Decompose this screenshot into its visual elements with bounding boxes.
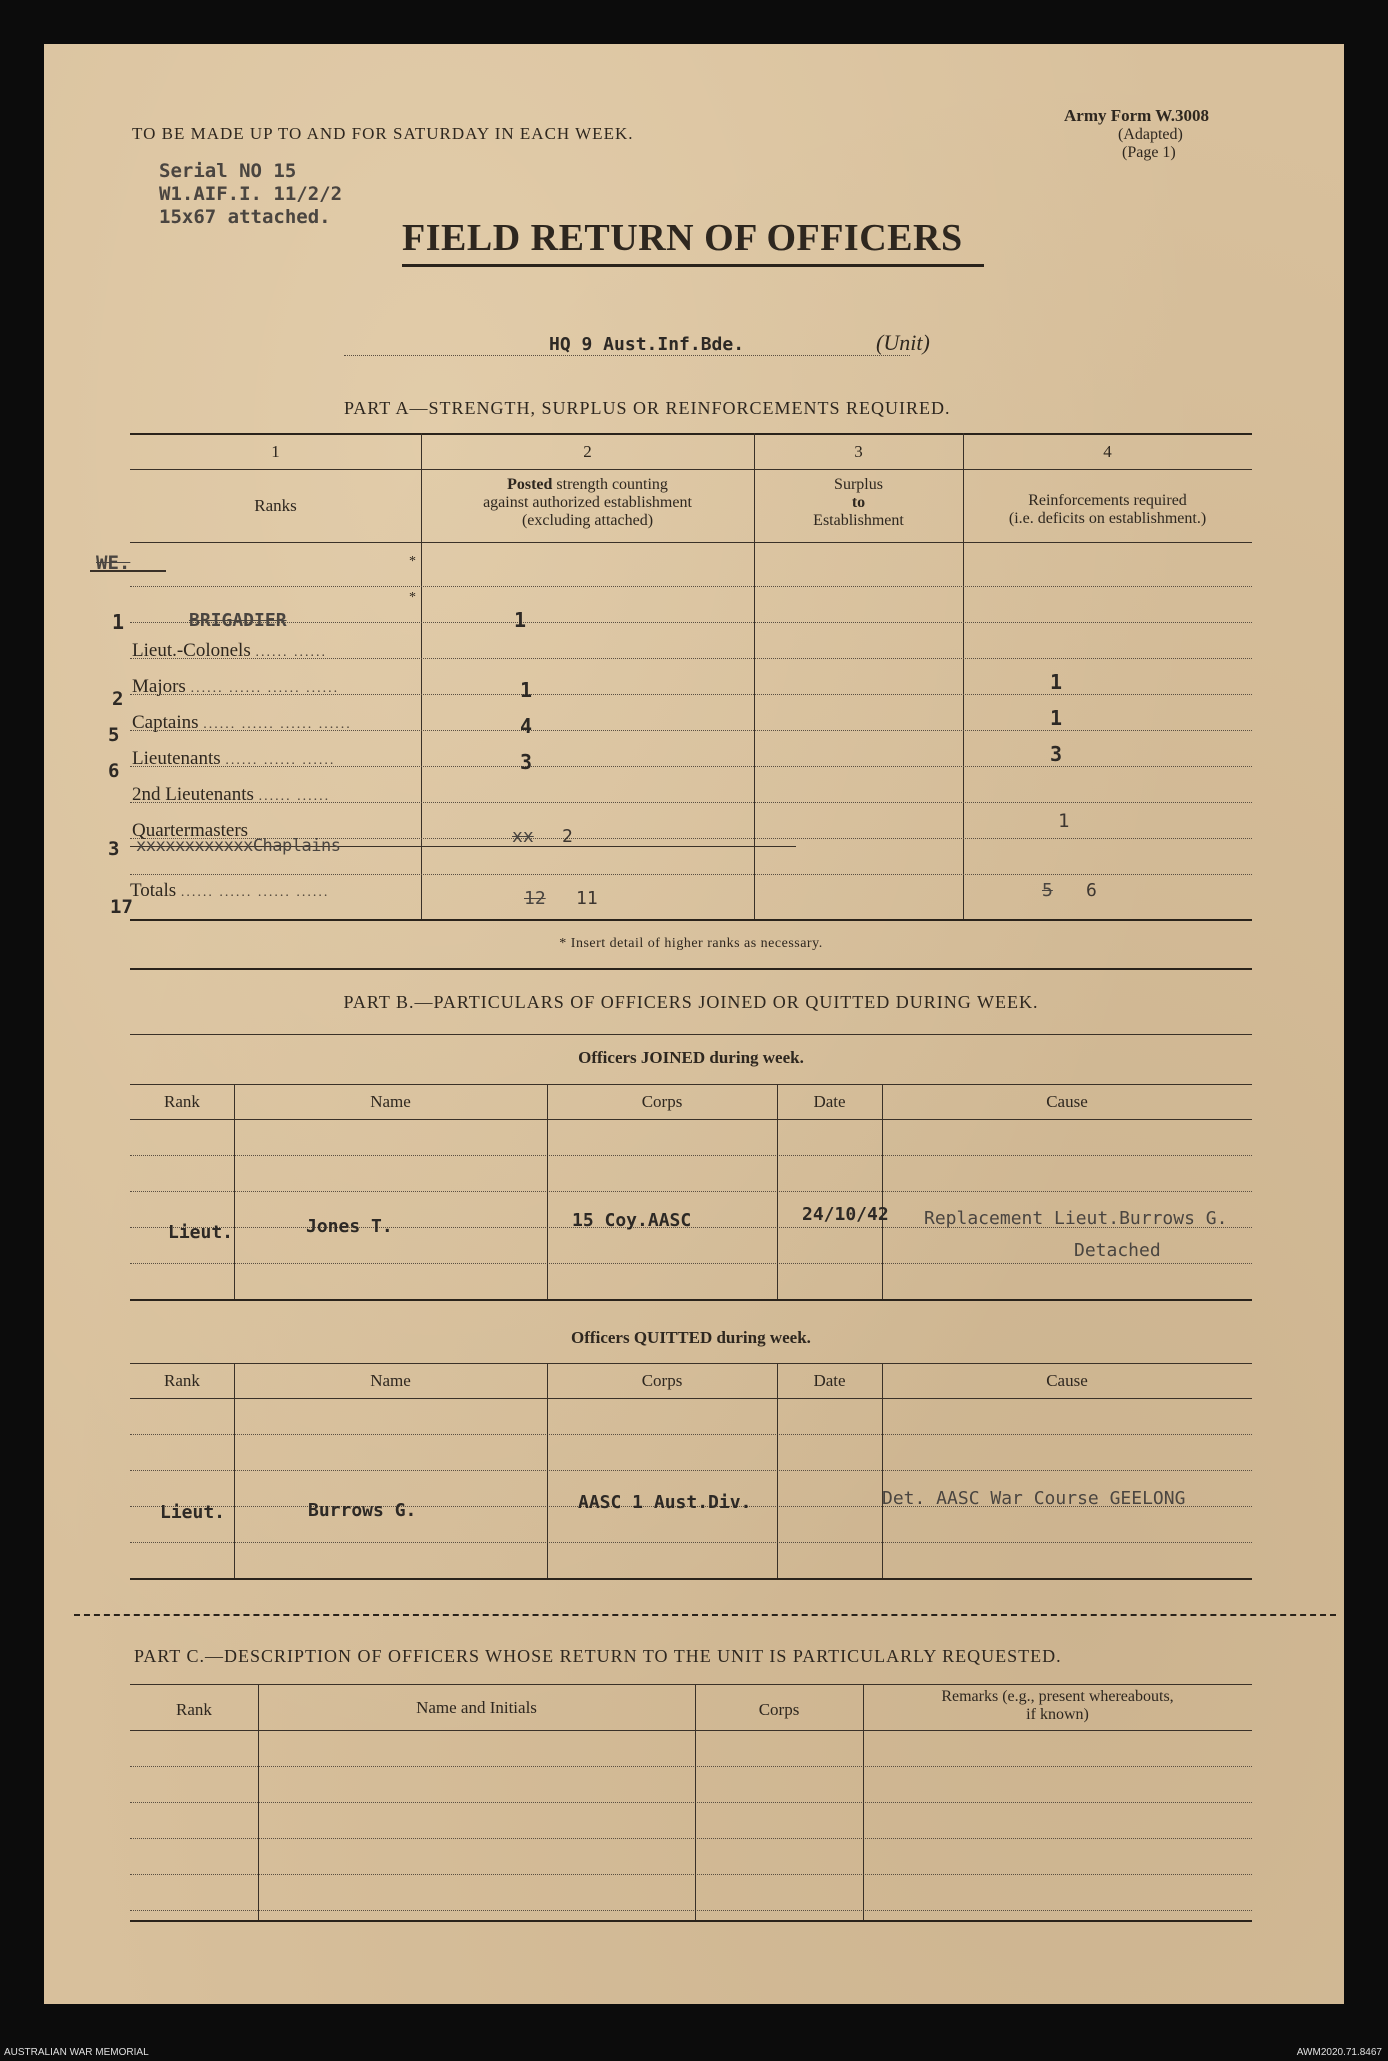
quartermasters-reinforcements: 1 (1058, 810, 1070, 832)
rank-label: Majors (132, 676, 186, 697)
part-b-top-rule (130, 1034, 1252, 1035)
quitted-header-date: Date (813, 1371, 846, 1390)
asterisk-2: * (409, 590, 416, 605)
joined-vline-2 (547, 1084, 548, 1299)
posted-header-bold: Posted (507, 476, 553, 493)
majors-reinforcements: 1 (1050, 670, 1063, 694)
quitted-header-rank: Rank (164, 1371, 200, 1390)
captains-reinforcements: 1 (1050, 706, 1063, 730)
part-c-vline-1 (258, 1684, 259, 1920)
row-rule-9 (130, 874, 1252, 875)
footer-left-caption: AUSTRALIAN WAR MEMORIAL (4, 2047, 149, 2058)
posted-header-line-2: against authorized establishment (483, 494, 692, 511)
asterisk-1: * (409, 554, 416, 569)
part-c-row-rule-1 (130, 1766, 1252, 1767)
quitted-corps: AASC 1 Aust.Div. (578, 1492, 752, 1513)
part-c-header-corps: Corps (758, 1700, 800, 1719)
part-b-heading: PART B.—PARTICULARS OF OFFICERS JOINED OR QUITTED DURING WEEK. (343, 992, 1039, 1012)
leader-dots: ...... ...... (255, 645, 327, 660)
totals-margin-count: 17 (110, 896, 133, 918)
chaplains-posted-struck: xx (512, 826, 534, 847)
rank-label: Captains (132, 712, 199, 733)
lieutenants-reinforcements: 3 (1050, 742, 1063, 766)
totals-label: Totals (130, 880, 177, 901)
quitted-title: Officers QUITTED during week. (571, 1328, 811, 1347)
joined-corps: 15 Coy.AASC (572, 1210, 692, 1231)
leader-dots: ...... ...... ...... ...... (180, 885, 330, 900)
rank-row-lieut-colonels (132, 640, 327, 662)
lieutenants-posted: 3 (520, 750, 533, 774)
joined-vline-4 (882, 1084, 883, 1299)
joined-date: 24/10/42 (802, 1204, 889, 1225)
army-form-number: Army Form W.3008 (1064, 106, 1209, 125)
tear-line (74, 1614, 1336, 1616)
form-sheet (44, 44, 1344, 2004)
posted-header (421, 476, 754, 530)
rank-row-captains (132, 712, 352, 734)
lieutenants-margin-count: 6 (108, 760, 120, 782)
ranks-header: Ranks (254, 496, 297, 515)
quitted-table-bottom-rule (130, 1578, 1252, 1580)
unit-dotted-line (344, 355, 910, 356)
rank-row-2nd-lieutenants (132, 784, 330, 806)
brigadier-margin-count: 1 (112, 610, 125, 634)
joined-table-bottom-rule (130, 1299, 1252, 1301)
we-underline (90, 570, 166, 572)
quitted-name: Burrows G. (308, 1500, 417, 1521)
joined-title: Officers JOINED during week. (578, 1048, 804, 1067)
form-page: (Page 1) (1122, 144, 1176, 161)
posted-header-line-1 (421, 476, 754, 494)
part-a-bottom-rule (130, 919, 1252, 921)
joined-row-rule-2 (130, 1191, 1252, 1192)
joined-cause-line-2: Detached (1074, 1240, 1161, 1261)
joined-header-rank: Rank (164, 1092, 200, 1111)
col-number-4: 4 (1103, 442, 1112, 461)
joined-row-rule-1 (130, 1155, 1252, 1156)
joined-header-name: Name (370, 1092, 411, 1111)
surplus-header-line-1: Surplus (834, 476, 883, 493)
col-number-1: 1 (271, 442, 280, 461)
quitted-vline-2 (547, 1363, 548, 1578)
quitted-vline-4 (882, 1363, 883, 1578)
row-rule-2 (130, 622, 1252, 623)
totals-reinforcements: 6 (1086, 880, 1097, 901)
quitted-vline-1 (234, 1363, 235, 1578)
quitted-rank: Lieut. (160, 1502, 226, 1523)
footer-right-caption: AWM2020.71.8467 (1296, 2047, 1382, 2058)
form-adapted: (Adapted) (1118, 126, 1183, 143)
posted-header-rest: strength counting (552, 476, 668, 493)
rank-label: Lieut.-Colonels (132, 640, 251, 661)
majors-posted: 1 (520, 678, 533, 702)
part-c-header-rule (130, 1730, 1252, 1731)
serial-stamp (159, 160, 342, 229)
part-a-header-rule (130, 542, 1252, 543)
brigadier-posted: 1 (514, 608, 527, 632)
surplus-header-line-3: Establishment (813, 512, 904, 529)
joined-cause-line-1: Replacement Lieut.Burrows G. (924, 1208, 1228, 1229)
leader-dots: ...... ...... (258, 789, 331, 804)
leader-dots: ...... ...... ...... ...... (190, 681, 340, 696)
joined-vline-1 (234, 1084, 235, 1299)
captains-posted: 4 (520, 714, 533, 738)
majors-margin-count: 2 (112, 688, 124, 710)
quitted-header-corps: Corps (641, 1371, 683, 1390)
joined-table-top-rule (130, 1084, 1252, 1085)
surplus-header-line-2: to (851, 494, 866, 511)
title-underline (402, 264, 984, 267)
remarks-line-2: if known) (1026, 1706, 1089, 1723)
joined-header-cause: Cause (1046, 1092, 1088, 1111)
posted-header-line-3: (excluding attached) (521, 512, 654, 529)
reinforcements-header-line-2: (i.e. deficits on establishment.) (1008, 510, 1207, 527)
form-title: FIELD RETURN OF OFFICERS (402, 217, 963, 259)
unit-value: HQ 9 Aust.Inf.Bde. (549, 334, 745, 355)
totals-posted-struck: 12 (524, 888, 546, 909)
chaplains-posted: 2 (562, 826, 573, 847)
part-c-row-rule-5 (130, 1910, 1252, 1911)
quitted-row-rule-4 (130, 1542, 1252, 1543)
quitted-row-rule-2 (130, 1470, 1252, 1471)
part-c-header-remarks (863, 1688, 1252, 1724)
reinforcements-header-line-1: Reinforcements required (1028, 492, 1187, 509)
chaplains-label: xxxxxxxxxxxxChaplains (136, 836, 341, 856)
part-a-footnote: * Insert detail of higher ranks as necessary. (559, 936, 823, 951)
instruction-text: TO BE MADE UP TO AND FOR SATURDAY IN EACH WEEK. (132, 124, 634, 143)
quitted-row-rule-1 (130, 1434, 1252, 1435)
rank-row-majors (132, 676, 339, 698)
part-a-end-rule (130, 968, 1252, 970)
totals-reinforcements-struck: 5 (1042, 880, 1053, 901)
leader-dots: ...... ...... ...... (225, 753, 336, 768)
quitted-cause: Det. AASC War Course GEELONG (882, 1488, 1186, 1509)
row-rule-1 (130, 586, 1252, 587)
leader-dots: ...... ...... ...... ...... (203, 717, 352, 732)
part-c-top-rule (130, 1684, 1252, 1685)
serial-line-2: W1.AIF.I. 11/2/2 (159, 183, 343, 205)
col-number-3: 3 (854, 442, 863, 461)
part-a-top-rule (130, 433, 1252, 435)
part-c-header-rank: Rank (176, 1700, 212, 1719)
chaplains-margin-count: 3 (108, 838, 120, 860)
part-c-bottom-rule (130, 1920, 1252, 1922)
part-a-colnum-rule (130, 469, 1252, 470)
joined-vline-3 (777, 1084, 778, 1299)
joined-row-rule-4 (130, 1263, 1252, 1264)
serial-line-3: 15x67 attached. (159, 206, 331, 228)
quitted-table-header-rule (130, 1398, 1252, 1399)
quitted-header-cause: Cause (1046, 1371, 1088, 1390)
part-c-row-rule-2 (130, 1802, 1252, 1803)
part-c-header-name: Name and Initials (416, 1698, 537, 1717)
reinforcements-header (963, 492, 1252, 528)
totals-posted: 11 (576, 888, 598, 909)
totals-row-label (130, 880, 329, 902)
joined-header-corps: Corps (641, 1092, 683, 1111)
part-a-heading: PART A—STRENGTH, SURPLUS OR REINFORCEMENTS REQUIRED. (344, 398, 951, 418)
joined-rank: Lieut. (168, 1222, 234, 1243)
quitted-vline-3 (777, 1363, 778, 1578)
part-c-heading: PART C.—DESCRIPTION OF OFFICERS WHOSE RETURN TO THE UNIT IS PARTICULARLY REQUESTED. (134, 1646, 1062, 1666)
rank-row-quartermasters: Quartermasters (132, 820, 249, 841)
rank-row-lieutenants (132, 748, 335, 770)
joined-table-header-rule (130, 1119, 1252, 1120)
part-c-row-rule-3 (130, 1838, 1252, 1839)
captains-margin-count: 5 (108, 724, 120, 746)
remarks-line-1: Remarks (e.g., present whereabouts, (941, 1688, 1174, 1705)
surplus-header (754, 476, 963, 530)
rank-label: 2nd Lieutenants (132, 784, 254, 805)
joined-header-date: Date (813, 1092, 846, 1111)
brigadier-label: BRIGADIER (189, 610, 287, 631)
quitted-table-top-rule (130, 1363, 1252, 1364)
we-mark: WE. (96, 552, 131, 574)
col-number-2: 2 (583, 442, 592, 461)
serial-line-1: Serial NO 15 (159, 160, 297, 182)
quitted-header-name: Name (370, 1371, 411, 1390)
rank-label: Lieutenants (132, 748, 221, 769)
unit-label: (Unit) (876, 330, 930, 355)
joined-name: Jones T. (306, 1216, 393, 1237)
part-c-row-rule-4 (130, 1874, 1252, 1875)
